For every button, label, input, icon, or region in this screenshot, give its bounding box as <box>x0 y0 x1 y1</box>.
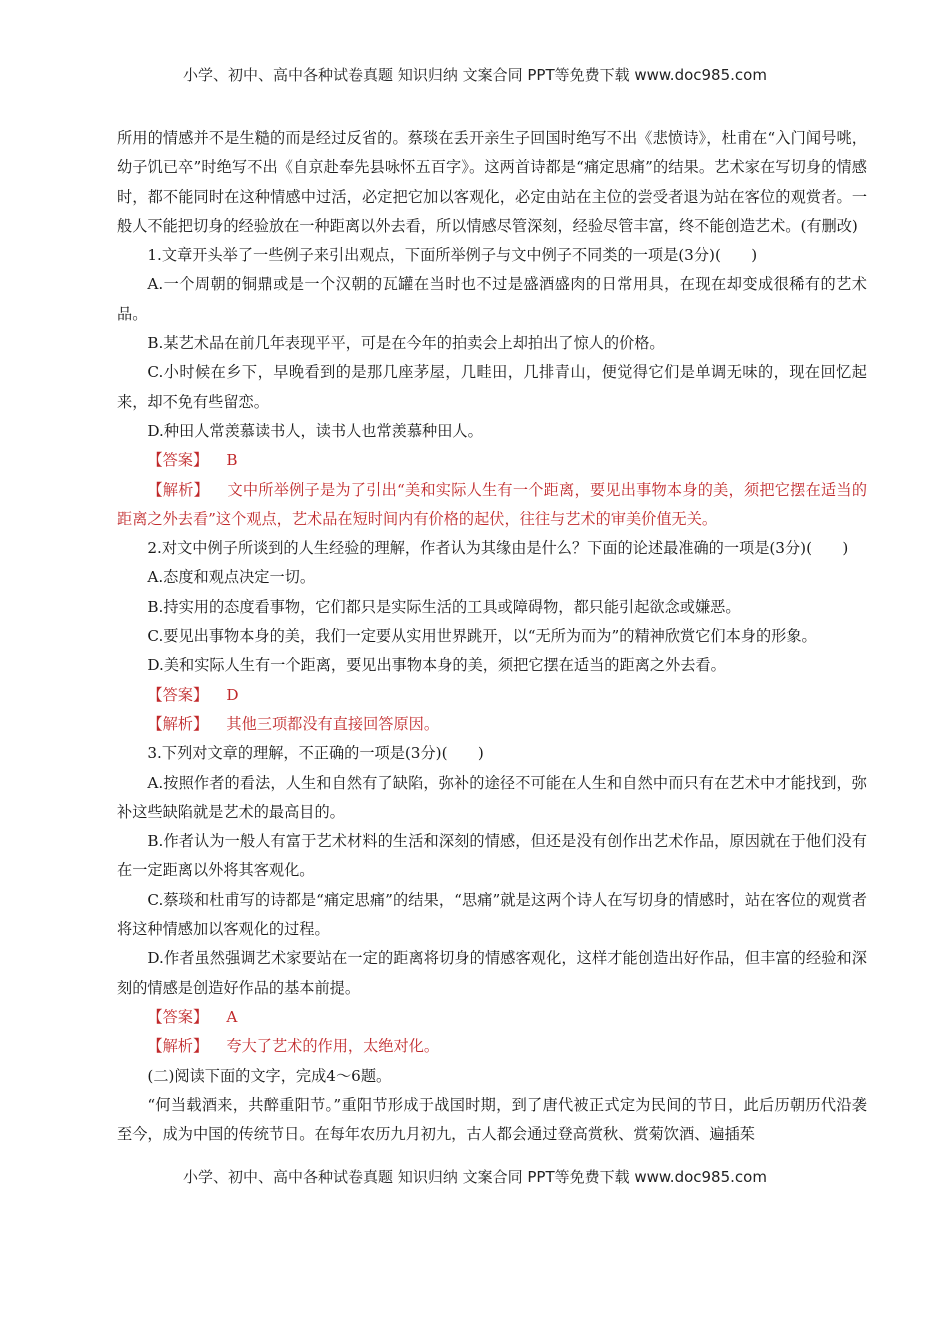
question-1-analysis <box>117 476 867 535</box>
question-3 <box>117 739 867 1061</box>
analysis-text: 文中所举例子是为了引出“美和实际人生有一个距离，要见出事物本身的美，须把它摆在适当的距离之外去看”这个观点，艺术品在短时间内有价格的起伏，往往与艺术的审美价值无关。 <box>117 480 868 528</box>
document-body <box>117 124 867 1149</box>
question-2-stem: 2.对文中例子所谈到的人生经验的理解，作者认为其缘由是什么？下面的论述最准确的一项是(3分)( ) <box>147 539 849 558</box>
question-2-option-c: C.要见出事物本身的美，我们一定要从实用世界跳开，以“无所为而为”的精神欣赏它们本身的形象。 <box>147 627 817 646</box>
answer-value: D <box>226 685 239 704</box>
question-2 <box>117 534 867 739</box>
section-2-heading: (二)阅读下面的文字，完成4～6题。 <box>147 1066 392 1085</box>
question-2-option-a: A.态度和观点决定一切。 <box>147 568 316 587</box>
question-2-option-d: D.美和实际人生有一个距离，要见出事物本身的美，须把它摆在适当的距离之外去看。 <box>147 656 726 675</box>
question-1-answer <box>117 446 867 475</box>
analysis-text: 其他三项都没有直接回答原因。 <box>226 714 439 733</box>
analysis-label: 【解析】 <box>147 714 209 733</box>
analysis-label: 【解析】 <box>147 1037 209 1056</box>
page-footer: 小学、初中、高中各种试卷真题 知识归纳 文案合同 PPT等免费下载 www.doc985.com <box>183 1168 767 1186</box>
analysis-label: 【解析】 <box>147 480 210 499</box>
question-3-option-d: D.作者虽然强调艺术家要站在一定的距离将切身的情感客观化，这样才能创造出好作品，但丰富的经验和深刻的情感是创造好作品的基本前提。 <box>117 949 867 997</box>
passage-paragraph: 所用的情感并不是生糙的而是经过反省的。蔡琰在丢开亲生子回国时绝写不出《悲愤诗》，杜甫在“入门闻号咷，幼子饥已卒”时绝写不出《自京赴奉先县咏怀五百字》。这两首诗都是“痛定思痛”的结果。艺术家在写切身的情感时，都不能同时在这种情感中过活，必定把它加以客观化，必定由站在主位的尝受者退为站在客位的观赏者。一般人不能把切身的经验放在一种距离以外去看，所以情感尽管深刻，经验尽管丰富，终不能创造艺术。(有删改) <box>117 129 867 235</box>
question-1-stem: 1.文章开头举了一些例子来引出观点，下面所举例子与文中例子不同类的一项是(3分)( ) <box>147 246 758 265</box>
page-header: 小学、初中、高中各种试卷真题 知识归纳 文案合同 PPT等免费下载 www.doc985.com <box>183 66 767 84</box>
question-1-option-d: D.种田人常羡慕读书人，读书人也常羡慕种田人。 <box>147 421 483 440</box>
question-1-option-a: A.一个周朝的铜鼎或是一个汉朝的瓦罐在当时也不过是盛酒盛肉的日常用具，在现在却变成很稀有的艺术品。 <box>117 275 867 323</box>
answer-value: A <box>226 1007 238 1026</box>
answer-label: 【答案】 <box>147 451 209 470</box>
question-3-answer <box>117 1003 867 1032</box>
question-3-option-c: C.蔡琰和杜甫写的诗都是“痛定思痛”的结果，“思痛”就是这两个诗人在写切身的情感时，站在客位的观赏者将这种情感加以客观化的过程。 <box>117 890 867 939</box>
question-1-option-c: C.小时候在乡下，早晚看到的是那几座茅屋，几畦田，几排青山，便觉得它们是单调无味的，现在回忆起来，却不免有些留恋。 <box>117 363 867 411</box>
question-3-analysis <box>117 1032 867 1061</box>
question-3-option-b: B.作者认为一般人有富于艺术材料的生活和深刻的情感，但还是没有创作出艺术作品，原因就在于他们没有在一定距离以外将其客观化。 <box>117 832 867 880</box>
question-3-stem: 3.下列对文章的理解，不正确的一项是(3分)( ) <box>147 744 484 763</box>
answer-value: B <box>226 451 238 470</box>
question-1-option-b: B.某艺术品在前几年表现平平，可是在今年的拍卖会上却拍出了惊人的价格。 <box>147 334 665 353</box>
question-2-analysis <box>117 710 867 739</box>
question-1 <box>117 241 867 534</box>
answer-label: 【答案】 <box>147 685 209 704</box>
question-3-option-a: A.按照作者的看法，人生和自然有了缺陷，弥补的途径不可能在人生和自然中而只有在艺术中才能找到，弥补这些缺陷就是艺术的最高目的。 <box>117 773 867 821</box>
answer-label: 【答案】 <box>147 1007 209 1026</box>
analysis-text: 夸大了艺术的作用，太绝对化。 <box>226 1037 439 1056</box>
question-2-option-b: B.持实用的态度看事物，它们都只是实际生活的工具或障碍物，都只能引起欲念或嫌恶。 <box>147 597 741 616</box>
section-2-passage: “何当载酒来，共醉重阳节。”重阳节形成于战国时期，到了唐代被正式定为民间的节日，此后历朝历代沿袭至今，成为中国的传统节日。在每年农历九月初九，古人都会通过登高赏秋、赏菊饮酒、遍插茱 <box>117 1095 867 1144</box>
question-2-answer <box>117 681 867 710</box>
